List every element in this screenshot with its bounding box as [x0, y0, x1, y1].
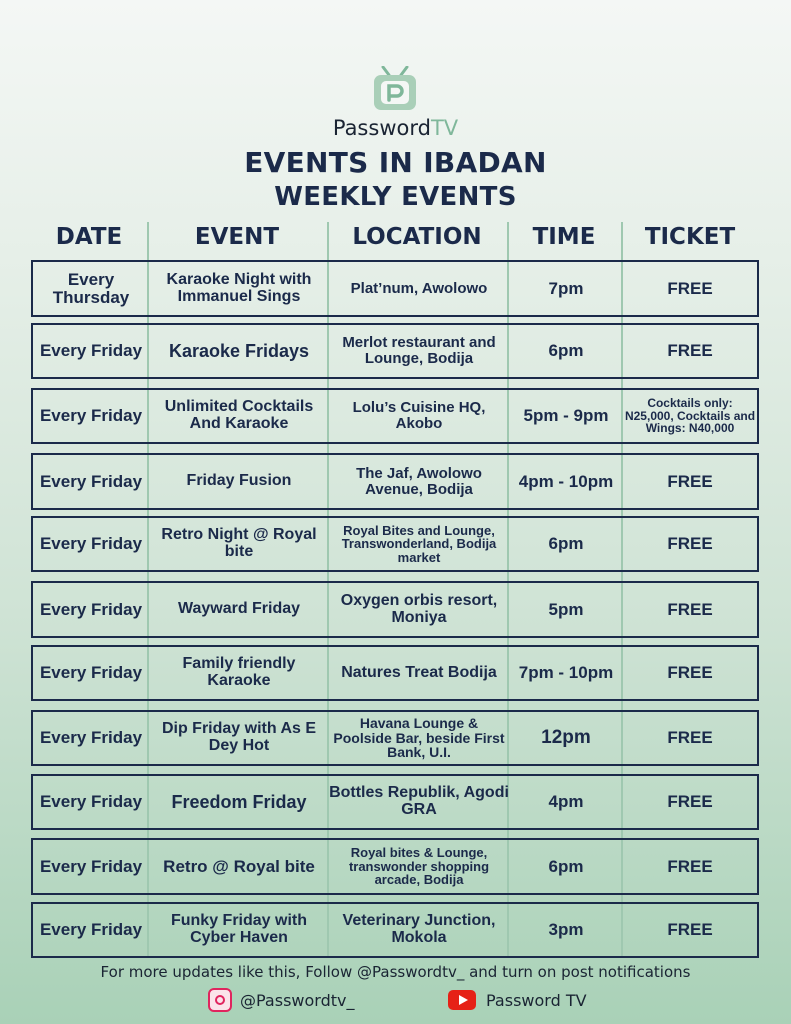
- cell-location: Veterinary Junction, Mokola: [342, 912, 496, 946]
- cell-ticket: FREE: [667, 728, 713, 748]
- table-row: [31, 260, 759, 317]
- cell-event: Retro Night @ Royal bite: [161, 526, 317, 560]
- table-row: [31, 645, 759, 701]
- instagram-link[interactable]: [208, 986, 354, 1014]
- cell-time: 6pm: [548, 856, 584, 876]
- cell-location: Merlot restaurant and Lounge, Bodija: [342, 334, 496, 367]
- header-date: DATE: [55, 224, 123, 250]
- cell-date: Every Thursday: [52, 269, 130, 307]
- cell-location: Havana Lounge & Poolside Bar, beside First Bank, U.I.: [333, 714, 505, 761]
- cell-ticket: FREE: [667, 278, 713, 298]
- cell-date: Every Friday: [39, 471, 143, 491]
- cell-time: 6pm: [548, 341, 584, 361]
- cell-date: Every Friday: [39, 728, 143, 748]
- table-row: [31, 902, 759, 958]
- cell-time: 4pm: [548, 792, 584, 812]
- youtube-link[interactable]: [448, 986, 587, 1014]
- table-row: [31, 453, 759, 510]
- cell-ticket: FREE: [667, 856, 713, 876]
- cell-location: Natures Treat Bodija: [341, 663, 497, 681]
- cell-ticket: Cocktails only: N25,000, Cocktails and Wings: N40,000: [624, 396, 756, 436]
- cell-location: Royal bites & Lounge, transwonder shopping arcade, Bodija: [348, 845, 490, 888]
- footer-text: For more updates like this, Follow @Passwordtv_ and turn on post notifications: [100, 963, 691, 981]
- cell-ticket: FREE: [667, 534, 713, 554]
- cell-event: Wayward Friday: [177, 600, 301, 618]
- instagram-handle: @Passwordtv_: [240, 990, 355, 1010]
- page-subtitle: WEEKLY EVENTS: [274, 182, 517, 212]
- header-event: EVENT: [194, 224, 280, 250]
- table-row: [31, 388, 759, 444]
- cell-location: Plat’num, Awolowo: [350, 279, 488, 297]
- cell-event: Karaoke Fridays: [168, 340, 310, 361]
- cell-ticket: FREE: [667, 599, 713, 619]
- cell-ticket: FREE: [667, 341, 713, 361]
- brand-name: [0, 116, 791, 140]
- table-row: [31, 516, 759, 572]
- youtube-channel: Password TV: [486, 990, 587, 1010]
- cell-location: Lolu’s Cuisine HQ, Akobo: [352, 399, 486, 432]
- cell-date: Every Friday: [39, 599, 143, 619]
- cell-time: 7pm - 10pm: [518, 663, 614, 683]
- cell-date: Every Friday: [39, 406, 143, 426]
- cell-location: Oxygen orbis resort, Moniya: [340, 591, 498, 626]
- cell-ticket: FREE: [667, 663, 713, 683]
- table-row: [31, 581, 759, 638]
- cell-date: Every Friday: [39, 534, 143, 554]
- cell-date: Every Friday: [39, 920, 143, 940]
- table-row: [31, 838, 759, 895]
- cell-date: Every Friday: [39, 792, 143, 812]
- cell-event: Freedom Friday: [171, 791, 307, 812]
- cell-time: 6pm: [548, 534, 584, 554]
- cell-date: Every Friday: [39, 341, 143, 361]
- cell-time: 7pm: [548, 278, 584, 298]
- cell-date: Every Friday: [39, 663, 143, 683]
- table-row: [31, 323, 759, 379]
- cell-time: 12pm: [541, 727, 591, 749]
- header-ticket: TICKET: [644, 224, 736, 250]
- cell-event: Friday Fusion: [186, 472, 292, 490]
- cell-time: 5pm - 9pm: [523, 406, 609, 426]
- cell-ticket: FREE: [667, 920, 713, 940]
- instagram-icon: [208, 988, 232, 1012]
- header-time: TIME: [532, 224, 596, 250]
- cell-event: Retro @ Royal bite: [163, 856, 315, 876]
- brand-name-suffix: TV: [430, 116, 459, 140]
- cell-time: 3pm: [548, 920, 584, 940]
- header-location: LOCATION: [352, 224, 482, 250]
- cell-location: The Jaf, Awolowo Avenue, Bodija: [356, 464, 482, 498]
- table-row: [31, 774, 759, 830]
- cell-location: Bottles Republik, Agodi GRA: [329, 784, 509, 818]
- page-title: EVENTS IN IBADAN: [244, 146, 547, 179]
- cell-ticket: FREE: [667, 471, 713, 491]
- cell-time: 5pm: [548, 599, 584, 619]
- cell-event: Karaoke Night with Immanuel Sings: [166, 270, 312, 305]
- brand-name-main: Password: [332, 116, 431, 140]
- cell-ticket: FREE: [667, 792, 713, 812]
- tv-icon: [372, 66, 418, 112]
- table-row: [31, 710, 759, 766]
- cell-event: Funky Friday with Cyber Haven: [170, 912, 307, 946]
- cell-location: Royal Bites and Lounge, Transwonderland, Bodija market: [341, 522, 497, 565]
- cell-event: Dip Friday with As E Dey Hot: [161, 720, 317, 754]
- cell-event: Unlimited Cocktails And Karaoke: [164, 398, 314, 432]
- cell-date: Every Friday: [39, 856, 143, 876]
- youtube-icon: [448, 990, 476, 1010]
- cell-time: 4pm - 10pm: [518, 471, 614, 491]
- cell-event: Family friendly Karaoke: [182, 655, 296, 689]
